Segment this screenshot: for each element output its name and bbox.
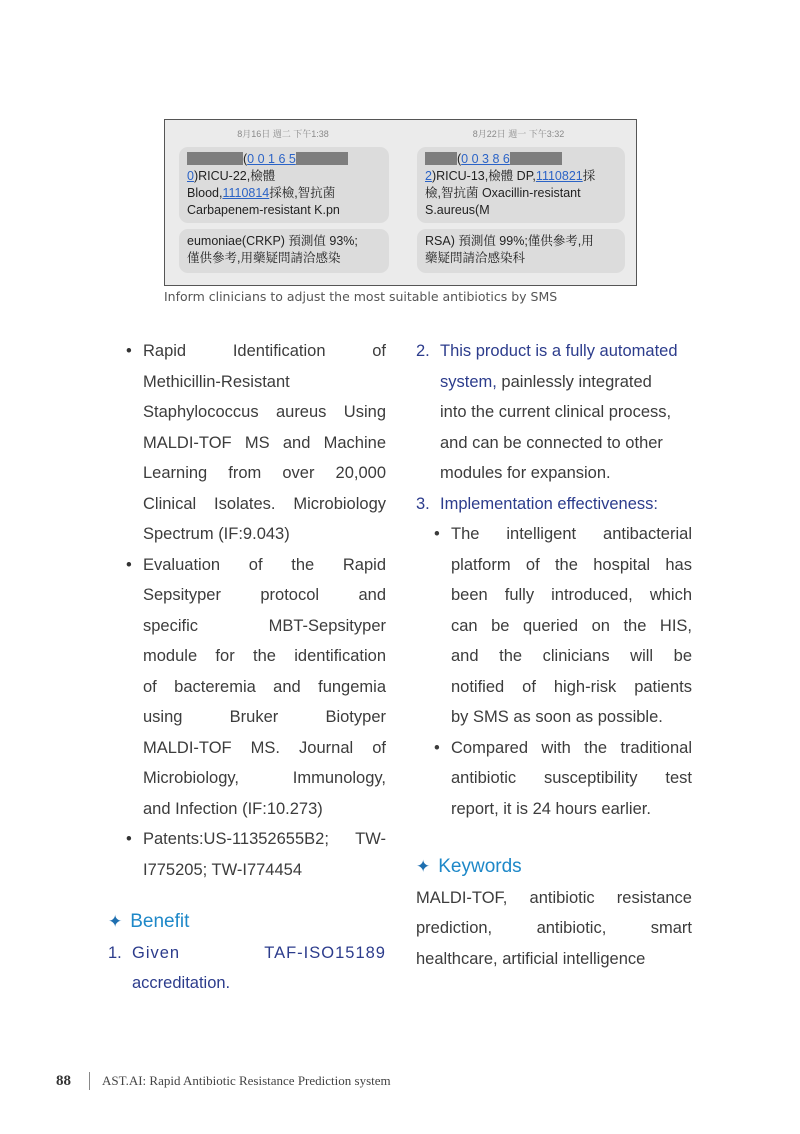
- sms-bubble: [179, 229, 389, 273]
- bullet-line: module for the identification: [143, 647, 386, 665]
- sms-text: 藥疑問請洽感染科: [425, 251, 526, 265]
- benefit-heading: [108, 907, 386, 938]
- effectiveness-bullet: [416, 519, 692, 733]
- bullet-line: been fully introduced, which: [451, 586, 692, 604]
- sms-link[interactable]: 0 0 1 6 5: [247, 152, 296, 166]
- patent-bullet: [108, 824, 386, 885]
- sms-text: Blood,: [187, 186, 223, 200]
- item-number: 2.: [416, 342, 430, 360]
- sms-text: )RICU-13,檢體 DP,: [431, 169, 536, 183]
- reference-bullet: [108, 550, 386, 825]
- benefit-line: accreditation.: [132, 974, 231, 992]
- running-title: AST.AI: Rapid Antibiotic Resistance Prediction system: [102, 1073, 391, 1088]
- bullet-line: Spectrum (IF:9.043): [143, 525, 290, 543]
- bullet-line: can be queried on the HIS,: [451, 616, 692, 635]
- bullet-line: platform of the hospital has: [451, 555, 692, 574]
- sms-left-panel: [165, 120, 401, 285]
- item-line: into the current clinical process,: [440, 403, 672, 421]
- bullet-line: of bacteremia and fungemia: [143, 677, 386, 696]
- effectiveness-bullet: [416, 733, 692, 825]
- bullet-line: specific MBT-Sepsityper: [143, 616, 386, 635]
- sms-text: 檢,智抗菌 Oxacillin-resistant: [425, 186, 581, 200]
- sms-text: 採檢,智抗菌: [269, 186, 336, 200]
- keywords-line: MALDI-TOF, antibiotic resistance: [416, 888, 692, 907]
- numbered-item-2: [416, 336, 692, 489]
- sms-timestamp: 8月22日 週一 下午3:32: [472, 129, 565, 139]
- right-column: [416, 336, 692, 974]
- sms-bubble: (0 0 1 6 5 0)RICU-22,檢體 Blood,1110814採檢,智抗菌 Carbapenem-resistant K.pn: [179, 147, 389, 223]
- footer-divider: [89, 1072, 90, 1090]
- sms-right-panel: [401, 120, 636, 285]
- sms-text: RSA) 預測值 99%;僅供參考,用: [425, 234, 594, 248]
- bullet-line: I775205; TW-I774454: [143, 860, 303, 879]
- item-line: This product is a fully automated: [440, 342, 678, 360]
- bullet-dot-icon: •: [434, 738, 440, 757]
- bullet-dot-icon: •: [126, 555, 132, 574]
- bullet-line: Clinical Isolates. Microbiology: [143, 494, 386, 513]
- sms-text: Carbapenem-resistant K.pn: [187, 203, 340, 217]
- heading-text: Keywords: [438, 856, 522, 877]
- item-number: 3.: [416, 494, 430, 513]
- bullet-line: using Bruker Biotyper: [143, 708, 386, 726]
- sms-text: eumoniae(CRKP) 預測值 93%;: [187, 234, 358, 248]
- page-footer: [56, 1072, 391, 1090]
- item-line: Implementation effectiveness:: [440, 494, 658, 513]
- keywords-heading: [416, 852, 692, 883]
- item-number: 1.: [108, 943, 122, 962]
- page-number: 88: [56, 1072, 71, 1089]
- sms-link[interactable]: 1110821: [535, 169, 583, 183]
- bullet-line: by SMS as soon as possible.: [451, 708, 663, 726]
- four-point-star-icon: ✦: [416, 857, 431, 876]
- keywords-line: healthcare, artificial intelligence: [416, 949, 646, 968]
- sms-screenshot-figure: [164, 119, 637, 286]
- bullet-line: Staphylococcus aureus Using: [143, 403, 386, 421]
- bullet-line: Rapid Identification of: [143, 342, 386, 360]
- redacted-block: [296, 152, 348, 165]
- sms-link[interactable]: 2: [425, 169, 432, 183]
- benefit-line: Given TAF-ISO15189: [132, 943, 386, 962]
- sms-bubble: (0 0 3 8 6 2)RICU-13,檢體 DP,1110821採 檢,智抗菌 Oxacillin-resistant S.aureus(M: [417, 147, 625, 223]
- sms-text: 採: [582, 169, 596, 183]
- bullet-line: Patents:US-11352655B2; TW-: [143, 830, 386, 848]
- bullet-dot-icon: •: [434, 525, 440, 543]
- keywords-line: prediction, antibiotic, smart: [416, 919, 692, 937]
- bullet-line: and Infection (IF:10.273): [143, 799, 323, 818]
- redacted-block: [187, 152, 243, 165]
- four-point-star-icon: ✦: [108, 912, 123, 931]
- benefit-item: [108, 938, 386, 999]
- sms-link[interactable]: 1110814: [222, 186, 270, 200]
- bullet-line: report, it is 24 hours earlier.: [451, 799, 651, 818]
- bullet-line: notified of high-risk patients: [451, 677, 692, 696]
- reference-bullet: [108, 336, 386, 550]
- sms-text: 僅供參考,用藥疑問請洽感染: [187, 251, 341, 265]
- bullet-line: and the clinicians will be: [451, 647, 692, 665]
- item-line: modules for expansion.: [440, 464, 611, 482]
- bullet-line: Methicillin-Resistant: [143, 372, 290, 391]
- sms-link[interactable]: 0 0 3 8 6: [461, 152, 510, 166]
- sms-link[interactable]: 0: [187, 169, 194, 183]
- item-line: and can be connected to other: [440, 433, 663, 452]
- bullet-line: Microbiology, Immunology,: [143, 769, 386, 787]
- heading-text: Benefit: [130, 911, 190, 932]
- bullet-line: MALDI-TOF MS. Journal of: [143, 738, 386, 757]
- sms-bubble: [417, 229, 625, 273]
- sms-timestamp: 8月16日 週二 下午1:38: [237, 129, 329, 139]
- sms-text: )RICU-22,檢體: [193, 169, 276, 183]
- numbered-item-3: [416, 489, 692, 520]
- bullet-line: Evaluation of the Rapid: [143, 555, 386, 574]
- sms-text: S.aureus(M: [425, 203, 490, 217]
- bullet-line: The intelligent antibacterial: [451, 525, 692, 543]
- bullet-line: Learning from over 20,000: [143, 464, 386, 482]
- bullet-line: Sepsityper protocol and: [143, 586, 386, 604]
- figure-caption: Inform clinicians to adjust the most suitable antibiotics by SMS: [164, 289, 558, 304]
- bullet-line: MALDI-TOF MS and Machine: [143, 433, 386, 452]
- redacted-block: [425, 152, 457, 165]
- left-column: [108, 336, 386, 999]
- redacted-block: [510, 152, 562, 165]
- bullet-dot-icon: •: [126, 830, 132, 848]
- bullet-line: antibiotic susceptibility test: [451, 769, 692, 787]
- bullet-dot-icon: •: [126, 342, 132, 360]
- item-line-rest: painlessly integrated: [496, 372, 652, 391]
- item-line-colored: system,: [440, 372, 497, 391]
- bullet-line: Compared with the traditional: [451, 738, 692, 757]
